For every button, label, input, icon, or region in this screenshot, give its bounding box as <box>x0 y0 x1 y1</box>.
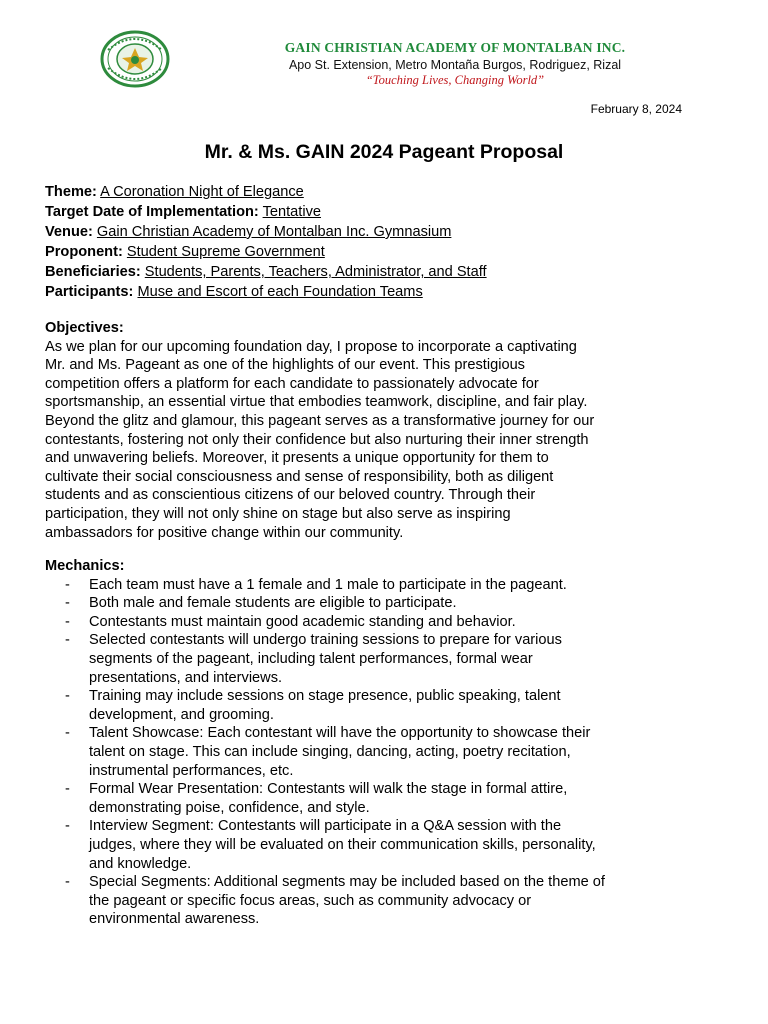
proposal-details <box>45 182 487 302</box>
paragraph-line: contestants, fostering not only their confidence but also nurturing their inner strength <box>45 431 589 448</box>
detail-venue <box>45 222 487 242</box>
item-line: Training may include sessions on stage presence, public speaking, talent <box>89 688 561 705</box>
detail-participants <box>45 282 487 302</box>
school-address: Apo St. Extension, Metro Montaña Burgos, Rodriguez, Rizal <box>288 58 622 72</box>
item-line: judges, where they will be evaluated on their communication skills, personality, <box>89 836 596 853</box>
objectives-heading: Objectives: <box>45 320 124 336</box>
detail-value: Students, Parents, Teachers, Administrator, and Staff <box>144 264 487 280</box>
dash-bullet: - <box>65 818 70 835</box>
detail-theme <box>45 182 487 202</box>
list-item <box>45 576 725 595</box>
objectives-section <box>45 319 735 542</box>
list-item <box>45 631 725 687</box>
detail-value: Student Supreme Government <box>126 244 325 260</box>
detail-label: Beneficiaries: <box>45 264 141 280</box>
detail-label: Proponent: <box>45 244 123 260</box>
list-item <box>45 817 725 873</box>
item-line: environmental awareness. <box>89 911 260 928</box>
paragraph-line: As we plan for our upcoming foundation day, I propose to incorporate a captivating <box>45 338 577 355</box>
dash-bullet: - <box>65 874 70 891</box>
paragraph-line: students and as conscientious citizens of our beloved country. Through their <box>45 487 536 504</box>
letterhead <box>200 40 710 88</box>
detail-value: Gain Christian Academy of Montalban Inc. Gymnasium <box>96 224 452 240</box>
item-line: Formal Wear Presentation: Contestants will walk the stage in formal attire, <box>89 781 568 798</box>
objectives-paragraph <box>45 338 735 543</box>
school-seal-logo <box>100 30 170 88</box>
detail-value: Tentative <box>262 204 322 220</box>
item-line: Selected contestants will undergo training sessions to prepare for various <box>89 632 562 649</box>
detail-value: Muse and Escort of each Foundation Teams <box>137 284 423 300</box>
item-line: Both male and female students are eligible to participate. <box>89 595 457 612</box>
mechanics-heading: Mechanics: <box>45 558 125 574</box>
dash-bullet: - <box>65 613 70 630</box>
item-line: and knowledge. <box>89 855 192 872</box>
detail-proponent <box>45 242 487 262</box>
item-line: Talent Showcase: Each contestant will have the opportunity to showcase their <box>89 725 591 742</box>
list-item <box>45 594 725 613</box>
list-item <box>45 724 725 780</box>
list-item <box>45 687 725 724</box>
item-line: the pageant or specific focus areas, such as community advocacy or <box>89 892 532 909</box>
paragraph-line: competition offers a platform for each candidate to passionately advocate for <box>45 375 539 392</box>
detail-label: Target Date of Implementation: <box>45 204 259 220</box>
item-line: Each team must have a 1 female and 1 male to participate in the pageant. <box>89 576 567 593</box>
paragraph-line: cultivate their social consciousness and sense of responsibility, both as diligent <box>45 468 554 485</box>
item-line: demonstrating poise, confidence, and style. <box>89 799 370 816</box>
detail-label: Venue: <box>45 224 93 240</box>
paragraph-line: participation, they will not only shine on stage but also serve as inspiring <box>45 505 511 522</box>
school-motto: “Touching Lives, Changing World” <box>365 73 545 87</box>
detail-label: Theme: <box>45 184 97 200</box>
item-line: talent on stage. This can include singing, dancing, acting, poetry recitation, <box>89 743 571 760</box>
dash-bullet: - <box>65 595 70 612</box>
item-line: instrumental performances, etc. <box>89 762 294 779</box>
item-line: Special Segments: Additional segments may be included based on the theme of <box>89 874 605 891</box>
paragraph-line: ambassadors for positive change within our community. <box>45 524 404 541</box>
dash-bullet: - <box>65 688 70 705</box>
paragraph-line: and unwavering beliefs. Moreover, it presents a unique opportunity for them to <box>45 450 549 467</box>
paragraph-line: sportsmanship, an essential virtue that embodies teamwork, discipline, and fair play. <box>45 394 588 411</box>
item-line: development, and grooming. <box>89 706 274 723</box>
item-line: Interview Segment: Contestants will participate in a Q&A session with the <box>89 818 562 835</box>
mechanics-list <box>45 576 725 929</box>
document-title: Mr. & Ms. GAIN 2024 Pageant Proposal <box>204 141 564 163</box>
mechanics-section <box>45 557 725 929</box>
list-item <box>45 873 725 929</box>
dash-bullet: - <box>65 725 70 742</box>
detail-label: Participants: <box>45 284 134 300</box>
detail-beneficiaries <box>45 262 487 282</box>
list-item <box>45 780 725 817</box>
detail-value: A Coronation Night of Elegance <box>100 184 304 200</box>
item-line: presentations, and interviews. <box>89 669 283 686</box>
document-date: February 8, 2024 <box>590 102 682 116</box>
paragraph-line: Beyond the glitz and glamour, this pageant serves as a transformative journey for our <box>45 412 595 429</box>
list-item <box>45 613 725 632</box>
dash-bullet: - <box>65 632 70 649</box>
item-line: segments of the pageant, including talent performances, formal wear <box>89 650 533 667</box>
paragraph-line: Mr. and Ms. Pageant as one of the highlights of our event. This prestigious <box>45 357 525 374</box>
dash-bullet: - <box>65 781 70 798</box>
detail-target-date <box>45 202 487 222</box>
item-line: Contestants must maintain good academic standing and behavior. <box>89 613 516 630</box>
school-name: GAIN CHRISTIAN ACADEMY OF MONTALBAN INC. <box>284 40 626 55</box>
dash-bullet: - <box>65 576 70 593</box>
